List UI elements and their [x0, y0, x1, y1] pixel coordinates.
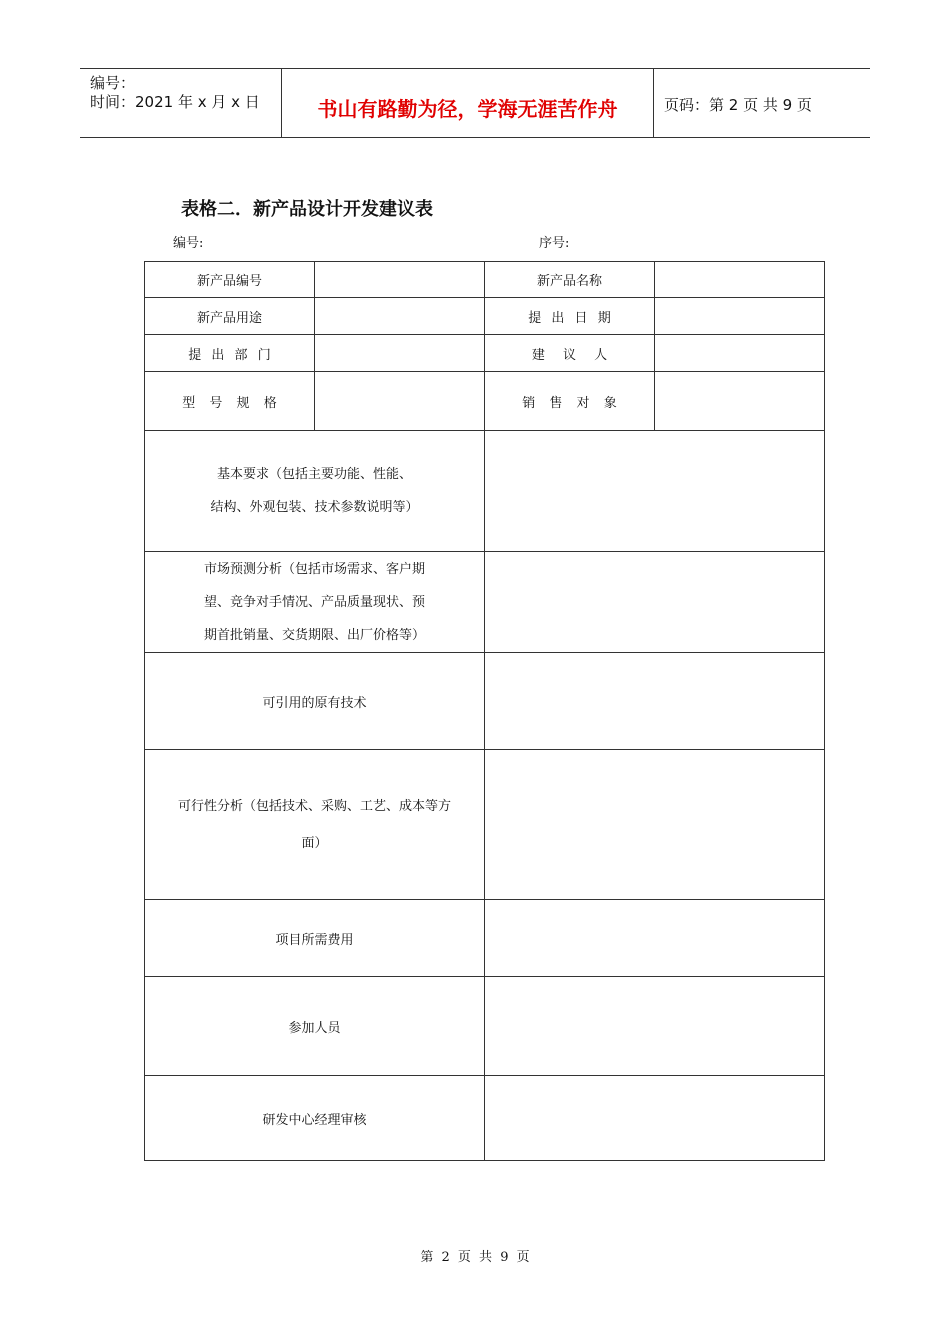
- cost-field[interactable]: [485, 900, 825, 977]
- table-row: [145, 552, 825, 653]
- header-left-cell: [80, 69, 282, 137]
- table-row: [145, 431, 825, 552]
- document-title: 表格二．新产品设计开发建议表: [181, 199, 433, 220]
- market-analysis-line-2: 望、竞争对手情况、产品质量现状、预: [203, 594, 425, 610]
- proposal-form-table: [144, 261, 825, 1161]
- market-analysis-label: [145, 552, 485, 653]
- product-use-field[interactable]: [315, 298, 485, 335]
- participants-field[interactable]: [485, 977, 825, 1076]
- form-serial-label: 序号:: [539, 236, 570, 251]
- basic-requirements-line-1: 基本要求（包括主要功能、性能、: [216, 467, 412, 482]
- participants-label: 参加人员: [145, 977, 485, 1076]
- market-analysis-field[interactable]: [485, 552, 825, 653]
- header-time-label: 时间：2021 年 x 月 x 日: [90, 93, 260, 111]
- feasibility-line-1: 可行性分析（包括技术、采购、工艺、成本等方: [177, 798, 451, 814]
- product-name-field[interactable]: [655, 262, 825, 298]
- product-code-field[interactable]: [315, 262, 485, 298]
- table-row: [145, 372, 825, 431]
- submit-dept-field[interactable]: [315, 335, 485, 372]
- page-footer: 第 2 页 共 9 页: [420, 1250, 530, 1265]
- basic-requirements-field[interactable]: [485, 431, 825, 552]
- model-spec-label: 型 号 规 格: [145, 372, 315, 431]
- page-header: [80, 68, 870, 138]
- model-spec-field[interactable]: [315, 372, 485, 431]
- table-row: [145, 298, 825, 335]
- existing-tech-field[interactable]: [485, 653, 825, 750]
- product-use-label: 新产品用途: [145, 298, 315, 335]
- cost-label: 项目所需费用: [145, 900, 485, 977]
- submit-date-label: 提 出 日 期: [485, 298, 655, 335]
- proposer-label: 建 议 人: [485, 335, 655, 372]
- review-label: 研发中心经理审核: [145, 1076, 485, 1161]
- market-analysis-line-3: 期首批销量、交货期限、出厂价格等）: [203, 627, 425, 643]
- product-name-label: 新产品名称: [485, 262, 655, 298]
- table-row: [145, 977, 825, 1076]
- review-field[interactable]: [485, 1076, 825, 1161]
- table-row: [145, 335, 825, 372]
- basic-requirements-label: [145, 431, 485, 552]
- header-page-label: 页码：第 2 页 共 9 页: [664, 96, 812, 114]
- table-row: [145, 750, 825, 900]
- proposer-field[interactable]: [655, 335, 825, 372]
- market-analysis-line-1: 市场预测分析（包括市场需求、客户期: [203, 561, 425, 577]
- table-row: [145, 653, 825, 750]
- table-row: [145, 262, 825, 298]
- table-row: [145, 900, 825, 977]
- basic-requirements-line-2: 结构、外观包装、技术参数说明等）: [210, 500, 419, 515]
- header-right-cell: [654, 69, 870, 137]
- sales-target-field[interactable]: [655, 372, 825, 431]
- feasibility-label: [145, 750, 485, 900]
- submit-dept-label: 提 出 部 门: [145, 335, 315, 372]
- submit-date-field[interactable]: [655, 298, 825, 335]
- header-motto: 书山有路勤为径，学海无涯苦作舟: [317, 97, 618, 121]
- product-code-label: 新产品编号: [145, 262, 315, 298]
- existing-tech-label: 可引用的原有技术: [145, 653, 485, 750]
- table-row: [145, 1076, 825, 1161]
- header-number-label: 编号：: [90, 74, 136, 92]
- feasibility-field[interactable]: [485, 750, 825, 900]
- feasibility-line-2: 面）: [301, 835, 328, 851]
- form-number-label: 编号:: [173, 236, 204, 251]
- header-center-cell: [282, 69, 654, 137]
- sales-target-label: 销 售 对 象: [485, 372, 655, 431]
